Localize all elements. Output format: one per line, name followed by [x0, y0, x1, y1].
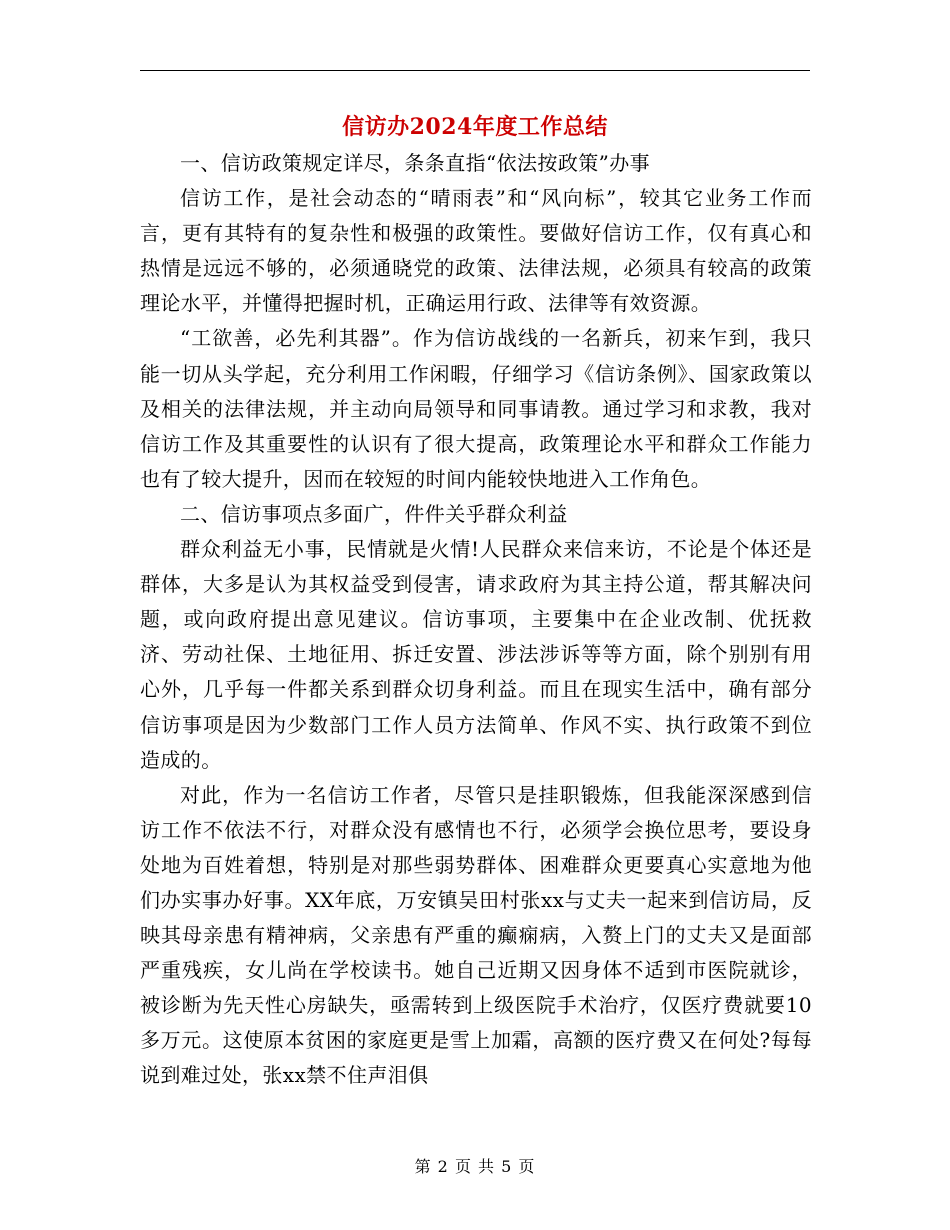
section-heading-2: 二、信访事项点多面广，件件关乎群众利益 — [180, 501, 568, 526]
paragraph-1: 信访工作，是社会动态的“晴雨表”和“风向标”，较其它业务工作而言，更有其特有的复杂性和极强的政策性。要做好信访工作，仅有真心和热情是远远不够的，必须通晓党的政策、法律法规，必须具有较高的政策理论水平，并懂得把握时机，正确运用行政、法律等有效资源。 — [140, 186, 812, 316]
paragraph-3: 群众利益无小事，民情就是火情!人民群众来信来访，不论是个体还是群体，大多是认为其权益受到侵害，请求政府为其主持公道，帮其解决问题，或向政府提出意见建议。信访事项，主要集中在企业改制、优抚救济、劳动社保、土地征用、拆迁安置、涉法涉诉等等方面，除个别别有用心外，几乎每一件都关系到群众切身利益。而且在现实生活中，确有部分信访事项是因为少数部门工作人员方法简单、作风不实、执行政策不到位造成的。 — [140, 537, 812, 772]
document-title: 信访办2024年度工作总结 — [342, 114, 608, 140]
section-heading-1: 一、信访政策规定详尽，条条直指“依法按政策”办事 — [180, 151, 651, 175]
header-rule — [140, 70, 810, 71]
document-body — [140, 146, 812, 1094]
paragraph-2: “工欲善，必先利其器”。作为信访战线的一名新兵，初来乍到，我只能一切从头学起，充分利用工作闲暇，仔细学习《信访条例》、国家政策以及相关的法律法规，并主动向局领导和同事请教。通过学习和求教，我对信访工作及其重要性的认识有了很大提高，政策理论水平和群众工作能力也有了较大提升，因而在较短的时间内能较快地进入工作角色。 — [140, 326, 812, 491]
paragraph-4: 对此，作为一名信访工作者，尽管只是挂职锻炼，但我能深深感到信访工作不依法不行，对群众没有感情也不行，必须学会换位思考，要设身处地为百姓着想，特别是对那些弱势群体、困难群众更要真心实意地为他们办实事办好事。XX年底，万安镇吴田村张xx与丈夫一起来到信访局，反映其母亲患有精神病，父亲患有严重的癫痫病，入赘上门的丈夫又是面部严重残疾，女儿尚在学校读书。她自己近期又因身体不适到市医院就诊，被诊断为先天性心房缺失，亟需转到上级医院手术治疗，仅医疗费就要10多万元。这使原本贫困的家庭更是雪上加霜，高额的医疗费又在何处?每每说到难过处，张xx禁不住声泪俱 — [140, 782, 812, 1088]
page-number: 第 2 页 共 5 页 — [414, 1157, 536, 1176]
